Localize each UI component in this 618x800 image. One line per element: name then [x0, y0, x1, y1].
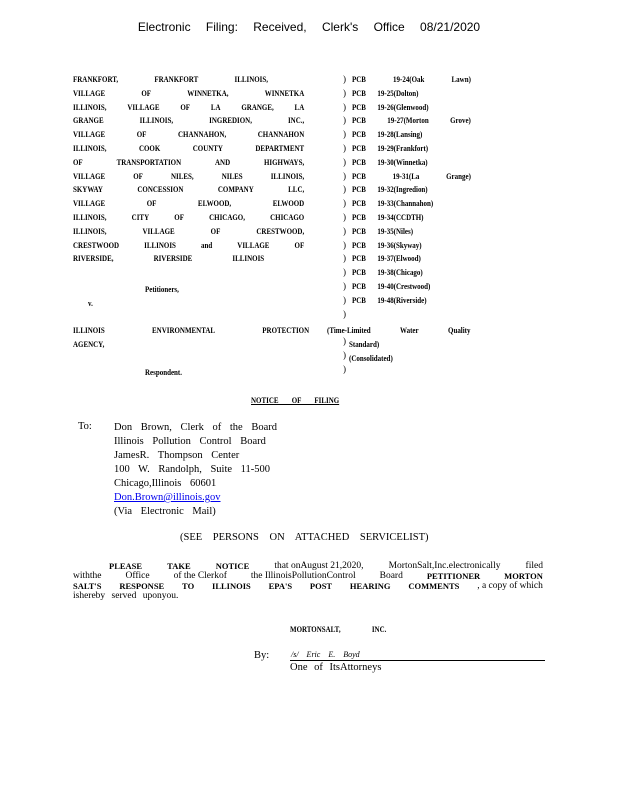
caption-paren: ): [343, 101, 346, 112]
caption-word: VILLAGE: [237, 239, 270, 250]
caption-word: PCB: [352, 115, 366, 126]
caption-word: ILLINOIS,: [270, 170, 305, 181]
caption-word: OF: [210, 225, 221, 236]
caption-word: ILLINOIS: [144, 239, 176, 250]
caption-paren: ): [343, 336, 346, 347]
body-body-line3: [73, 581, 543, 591]
caption-word: 19-32(Ingredion): [377, 184, 428, 195]
caption-paren: ): [343, 267, 346, 278]
caption-word: (Time-Limited: [327, 325, 371, 335]
body-word: RESPONSE: [119, 581, 165, 591]
caption-word: OF: [180, 101, 191, 112]
body-word: MORTON: [504, 571, 543, 581]
caption-paren: ): [343, 184, 346, 195]
caption-paren: ): [343, 225, 346, 236]
caption-paren: ): [343, 87, 346, 98]
caption-word: VILLAGE: [73, 198, 106, 209]
caption-word: RIVERSIDE: [153, 253, 193, 264]
caption-word: VILLAGE: [142, 225, 175, 236]
caption-word: PCB: [352, 239, 366, 250]
body-word: filed: [525, 561, 543, 571]
caption-word: CITY: [131, 212, 150, 222]
caption-word: CHICAGO,: [209, 212, 245, 222]
caption-word: Quality: [448, 325, 471, 335]
caption-word: OF: [136, 129, 147, 140]
caption-word: LA: [210, 101, 221, 112]
standard-title-line-2: Standard): [349, 339, 380, 349]
caption-word: ILLINOIS,: [73, 101, 107, 112]
caption-word: 19-36(Skyway): [377, 239, 422, 250]
caption-word: PCB: [352, 184, 366, 195]
caption-paren: ): [343, 294, 346, 305]
electronic-signature: /s/ Eric E. Boyd: [291, 650, 360, 659]
petitioner-line: [73, 240, 304, 250]
caption-word: SKYWAY: [73, 184, 103, 195]
signer-role: One of ItsAttorneys: [290, 662, 382, 673]
body-word: PETITIONER: [426, 571, 481, 581]
caption-word: AND: [215, 156, 231, 167]
caption-word: 19-37(Elwood): [377, 253, 421, 264]
caption-word: GRANGE,: [241, 101, 274, 112]
body-word: MortonSalt,Inc.electronically: [388, 561, 501, 571]
caption-word: VILLAGE: [73, 129, 106, 140]
caption-word: ILLINOIS: [232, 253, 265, 264]
respondent-label: Respondent.: [145, 367, 182, 377]
petitioner-line: [73, 129, 304, 139]
caption-word: ELWOOD,: [197, 198, 232, 209]
body-word: HEARING: [349, 581, 391, 591]
body-body-line1: [73, 561, 543, 571]
pcb-case-number: [352, 253, 421, 263]
email-link: [114, 491, 277, 505]
body-word: Board: [379, 571, 403, 581]
caption-word: NILES: [221, 170, 243, 181]
caption-word: CHICAGO: [270, 212, 305, 222]
caption-word: 19-29(Frankfort): [377, 143, 429, 153]
see-persons-note: (SEE PERSONS ON ATTACHED SERVICELIST): [180, 532, 429, 543]
caption-word: INC.,: [287, 115, 305, 126]
caption-word: Lawn): [451, 74, 471, 84]
respondent-line: [73, 325, 309, 335]
address-line: JamesR. Thompson Center: [114, 450, 240, 461]
pcb-case-number: [352, 74, 471, 84]
pcb-case-number: [352, 157, 428, 167]
body-word: TO: [182, 581, 195, 591]
caption-word: PCB: [352, 253, 366, 264]
address-line: Illinois Pollution Control Board: [114, 436, 266, 447]
caption-word: Grange): [446, 170, 471, 181]
caption-paren: ): [343, 74, 346, 84]
caption-word: CHANNAHON: [257, 129, 305, 140]
petitioner-line: [73, 171, 304, 181]
caption-word: ILLINOIS,: [73, 143, 107, 153]
body-word: EPA'S: [268, 581, 293, 591]
body-word: SALT'S: [73, 581, 102, 591]
pcb-case-number: [352, 281, 430, 291]
caption-paren: ): [343, 115, 346, 126]
caption-word: INGREDION,: [209, 115, 252, 126]
body-word: of the Clerkof: [173, 571, 227, 581]
petitioner-line: [73, 212, 304, 222]
consolidated-label: (Consolidated): [349, 353, 393, 363]
caption-word: 19-27(Morton: [387, 115, 429, 126]
caption-paren: ): [343, 281, 346, 291]
caption-word: COMPANY: [217, 184, 254, 195]
caption-word: LLC,: [288, 184, 305, 195]
caption-word: 19-31(La: [392, 170, 420, 181]
caption-word: ILLINOIS,: [139, 115, 174, 126]
caption-word: Water: [400, 325, 419, 335]
petitioner-line: [73, 102, 304, 112]
caption-word: Grove): [450, 115, 471, 126]
caption-word: 19-38(Chicago): [377, 267, 423, 278]
company-name: MORTONSALT, INC.: [290, 624, 387, 634]
caption-word: PCB: [352, 212, 366, 222]
body-word: ILLINOIS: [212, 581, 251, 591]
pcb-case-number: [352, 267, 423, 277]
pcb-case-number: [352, 143, 428, 153]
caption-word: 19-24(Oak: [393, 74, 425, 84]
to-label: To:: [78, 421, 92, 432]
caption-word: CRESTWOOD: [73, 239, 120, 250]
caption-word: ILLINOIS,: [73, 212, 107, 222]
caption-word: PCB: [352, 101, 366, 112]
petitioners-label: Petitioners,: [145, 284, 179, 294]
caption-word: OF: [73, 156, 83, 167]
pcb-case-number: [352, 102, 429, 112]
caption-word: OF: [133, 170, 143, 181]
caption-word: CRESTWOOD,: [256, 225, 305, 236]
body-word: that onAugust 21,2020,: [274, 561, 364, 571]
caption-word: and: [200, 239, 213, 250]
pcb-case-number: [352, 171, 471, 181]
standard-title-line: [327, 325, 471, 335]
caption-word: PCB: [352, 198, 366, 209]
caption-word: ELWOOD: [272, 198, 305, 209]
caption-paren: ): [343, 308, 346, 319]
signature-line: [290, 660, 545, 661]
caption-word: ENVIRONMENTAL: [152, 325, 216, 335]
caption-word: GRANGE: [73, 115, 104, 126]
pcb-case-number: [352, 226, 413, 236]
caption-word: HIGHWAYS,: [263, 156, 305, 167]
pcb-case-number: [352, 240, 422, 250]
caption-paren: ): [343, 129, 346, 140]
caption-word: 19-30(Winnetka): [377, 156, 428, 167]
petitioner-line: [73, 253, 304, 263]
caption-word: FRANKFORT,: [73, 74, 119, 84]
petitioner-line: [73, 157, 304, 167]
pcb-case-number: [352, 88, 418, 98]
caption-word: PCB: [352, 143, 366, 153]
caption-word: PCB: [352, 156, 366, 167]
caption-paren: ): [343, 253, 346, 264]
caption-word: 19-34(CCDTH): [377, 212, 424, 222]
caption-word: ILLINOIS,: [73, 225, 107, 236]
caption-word: ILLINOIS: [73, 325, 105, 335]
caption-word: FRANKFORT: [154, 74, 199, 84]
body-word: the IllinoisPollutionControl: [250, 571, 356, 581]
caption-word: PCB: [352, 225, 366, 236]
body-word: Office: [125, 571, 150, 581]
caption-word: CHANNAHON,: [177, 129, 227, 140]
caption-word: ILLINOIS,: [234, 74, 268, 84]
caption-word: 19-33(Channahon): [377, 198, 434, 209]
caption-word: PCB: [352, 267, 366, 278]
caption-word: VILLAGE: [73, 87, 106, 98]
notice-body: [73, 561, 543, 601]
caption-word: VILLAGE: [127, 101, 160, 112]
body-word: COMMENTS: [408, 581, 460, 591]
petitioner-line: [73, 226, 304, 236]
caption-word: PCB: [352, 87, 366, 98]
versus-label: v.: [88, 298, 93, 308]
caption-word: 19-28(Lansing): [377, 129, 423, 140]
caption-word: NILES,: [170, 170, 194, 181]
caption-word: LA: [294, 101, 305, 112]
caption-paren: ): [343, 143, 346, 153]
caption-word: OF: [141, 87, 152, 98]
filing-stamp-header: Electronic Filing: Received, Clerk's Office 08/21/2020: [137, 20, 481, 34]
caption-word: TRANSPORTATION: [116, 156, 182, 167]
caption-word: PCB: [352, 281, 366, 291]
respondent-line: [73, 339, 122, 349]
caption-word: RIVERSIDE,: [73, 253, 114, 264]
recipient-address: [114, 421, 277, 519]
caption-word: AGENCY,: [73, 338, 105, 349]
caption-word: PCB: [352, 170, 366, 181]
caption-word: 19-40(Crestwood): [377, 281, 431, 291]
caption-word: DEPARTMENT: [255, 143, 305, 153]
caption-paren: ): [343, 212, 346, 222]
pcb-case-number: [352, 129, 422, 139]
petitioner-line: [73, 88, 304, 98]
petitioner-line: [73, 143, 304, 153]
pcb-case-number: [352, 184, 428, 194]
petitioner-line: [73, 198, 304, 208]
recipient-email-link[interactable]: Don.Brown@illinois.gov: [114, 492, 221, 503]
caption-word: OF: [146, 198, 157, 209]
petitioner-line: [73, 184, 304, 194]
notice-title: NOTICE OF FILING: [251, 395, 340, 405]
caption-word: OF: [174, 212, 184, 222]
caption-paren: ): [343, 350, 346, 360]
caption-paren: ): [343, 156, 346, 167]
body-word: , a copy of which: [477, 581, 543, 591]
caption-word: COOK: [138, 143, 161, 153]
address-line: Chicago,Illinois 60601: [114, 478, 217, 489]
caption-paren: ): [343, 170, 346, 181]
caption-word: COUNTY: [192, 143, 223, 153]
caption-paren: ): [343, 363, 346, 374]
body-line-4: ishereby served uponyou.: [73, 591, 179, 601]
caption-word: 19-35(Niles): [377, 225, 414, 236]
caption-word: 19-26(Glenwood): [377, 101, 429, 112]
caption-word: PROTECTION: [262, 325, 310, 335]
caption-word: VILLAGE: [73, 170, 106, 181]
address-line: Don Brown, Clerk of the Board: [114, 422, 277, 433]
delivery-method: (Via Electronic Mail): [114, 506, 216, 517]
caption-word: OF: [294, 239, 305, 250]
body-body-line2: [73, 571, 543, 581]
caption-word: WINNETKA: [264, 87, 305, 98]
caption-word: CONCESSION: [137, 184, 184, 195]
pcb-case-number: [352, 115, 471, 125]
pcb-case-number: [352, 198, 433, 208]
caption-word: 19-25(Dolton): [377, 87, 419, 98]
body-word: withthe: [73, 571, 102, 581]
address-line: 100 W. Randolph, Suite 11-500: [114, 464, 271, 475]
caption-paren: ): [343, 239, 346, 250]
petitioner-line: [73, 115, 304, 125]
caption-word: PCB: [352, 294, 366, 305]
pcb-case-number: [352, 295, 427, 305]
caption-word: WINNETKA,: [187, 87, 229, 98]
caption-word: PCB: [352, 74, 366, 84]
caption-word: 19-48(Riverside): [377, 294, 427, 305]
caption-word: PCB: [352, 129, 366, 140]
body-word: TAKE: [167, 561, 191, 571]
body-word: POST: [309, 581, 333, 591]
petitioner-line: [73, 74, 304, 84]
body-word: NOTICE: [215, 561, 250, 571]
pcb-case-number: [352, 212, 424, 222]
body-word: PLEASE: [109, 561, 143, 571]
by-label: By:: [254, 650, 270, 661]
caption-paren: ): [343, 198, 346, 209]
